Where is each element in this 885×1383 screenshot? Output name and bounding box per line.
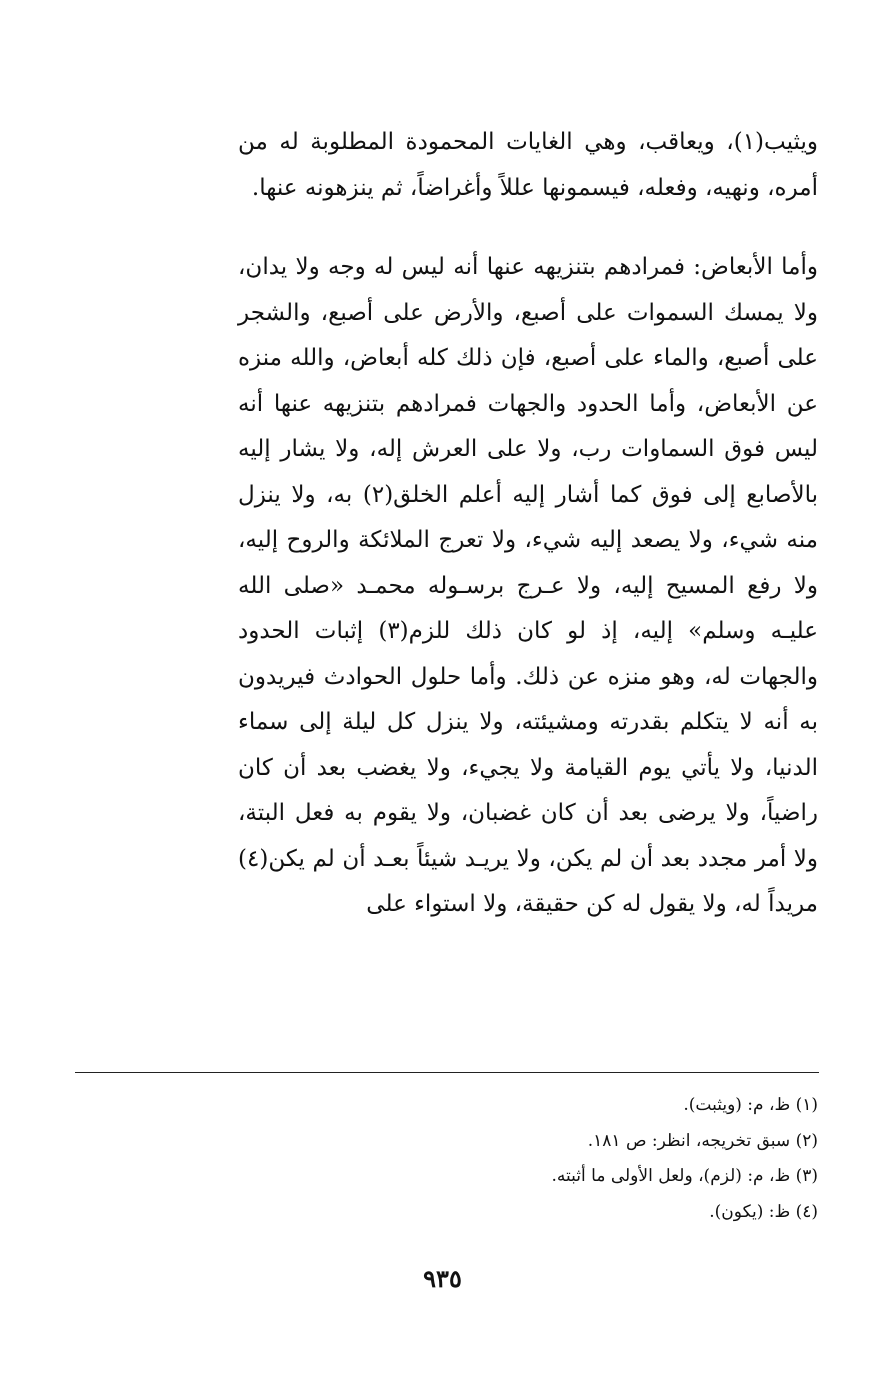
footnote-divider [75,1072,819,1073]
main-text [238,120,818,928]
paragraph-2: وأما الأبعاض: فمرادهم بتنزيهه عنها أنه ليس له وجه ولا يدان، ولا يمسك السموات على أصبع، والأرض على أصبع، والشجر على أصبع، والماء على أصبع، فإن ذلك كله أبعاض، والله منزه عن الأبعاض، وأما الحدود والجهات فمرادهم بتنزيهه عنها أنه ليس فوق السماوات رب، ولا على العرش إله، ولا يشار إليه بالأصابع إلى فوق كما أشار إليه أعلم الخلق(٢) به، ولا ينزل منه شيء، ولا يصعد إليه شيء، ولا تعرج الملائكة والروح إليه، ولا رفع المسيح إليه، ولا عـرج برسـوله محمـد «صلى الله عليـه وسلم» إليه، إذ لو كان ذلك للزم(٣) إثبات الحدود والجهات له، وهو منزه عن ذلك. وأما حلول الحوادث فيريدون به أنه لا يتكلم بقدرته ومشيئته، ولا ينزل كل ليلة إلى سماء الدنيا، ولا يأتي يوم القيامة ولا يجيء، ولا يغضب بعد أن كان راضياً، ولا يرضى بعد أن كان غضبان، ولا يقوم به فعل البتة، ولا أمر مجدد بعد أن لم يكن، ولا يريـد شيئاً بعـد أن لم يكن(٤) مريداً له، ولا يقول له كن حقيقة، ولا استواء على [238,254,818,917]
paragraph-1: ويثيب(١)، ويعاقب، وهي الغايات المحمودة المطلوبة له من أمره، ونهيه، وفعله، فيسمونها عللاً وأغراضاً، ثم ينزهونه عنها. [238,129,818,201]
footnote-4: (٤) ظ: (يكون). [709,1201,818,1222]
footnotes [238,1088,818,1230]
footnote-1: (١) ظ، م: (ويثبت). [683,1095,818,1115]
page-number: ٩٣٥ [423,1264,462,1293]
footnote-3: (٣) ظ، م: (لزم)، ولعل الأولى ما أثبته. [551,1166,818,1186]
footnote-2: (٢) سبق تخريجه، انظر: ص ١٨١. [587,1130,818,1151]
